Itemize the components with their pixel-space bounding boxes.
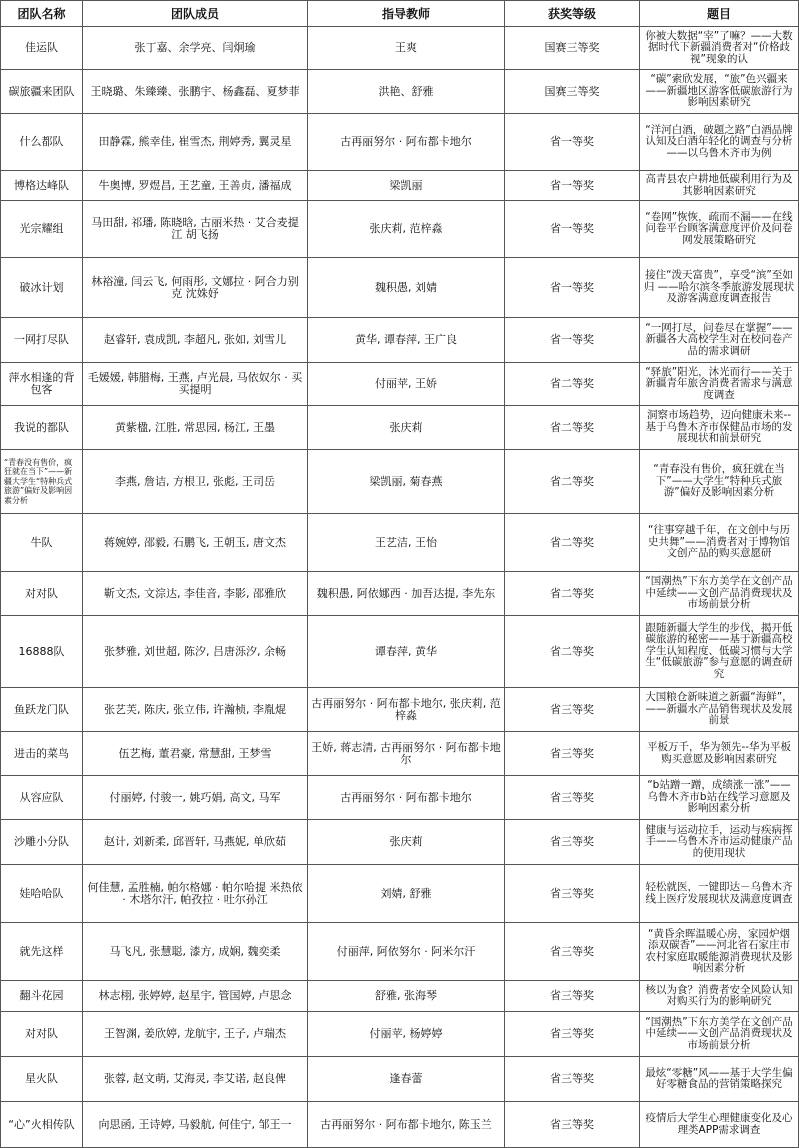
- table-row: [1, 27, 799, 70]
- team-cell: 娃哈哈队: [1, 865, 83, 923]
- members-cell: 蒋婉婷, 邵毅, 石鹏飞, 王朝玉, 唐文杰: [83, 514, 308, 572]
- table-row: [1, 820, 799, 865]
- team-cell: 什么都队: [1, 114, 83, 171]
- team-cell: 翻斗花园: [1, 981, 83, 1012]
- award-cell: 国赛三等奖: [505, 70, 640, 114]
- team-cell: 一网打尽队: [1, 318, 83, 363]
- award-cell: 省一等奖: [505, 318, 640, 363]
- teacher-cell: 古再丽努尔 · 阿布都卡地尔: [308, 114, 505, 171]
- teacher-cell: 王爽: [308, 27, 505, 70]
- header-members: 团队成员: [83, 1, 308, 27]
- table-row: [1, 572, 799, 616]
- table-row: [1, 1102, 799, 1148]
- members-cell: 向思函, 王诗婷, 马毅航, 何佳宁, 邹王一: [83, 1102, 308, 1148]
- team-cell: 我说的都队: [1, 406, 83, 450]
- team-cell: 星火队: [1, 1057, 83, 1102]
- award-cell: 省三等奖: [505, 688, 640, 732]
- members-cell: 赵计, 刘新柔, 邱晋轩, 马燕妮, 单欣茹: [83, 820, 308, 865]
- team-cell: 佳运队: [1, 27, 83, 70]
- table-row: [1, 981, 799, 1012]
- team-cell: 进击的菜鸟: [1, 732, 83, 776]
- award-cell: 省三等奖: [505, 1057, 640, 1102]
- team-cell: 对对队: [1, 572, 83, 616]
- topic-cell: 疫情后大学生心理健康变化及心理类APP需求调查: [640, 1102, 799, 1148]
- award-cell: 省一等奖: [505, 201, 640, 258]
- table-row: [1, 923, 799, 981]
- table-row: [1, 688, 799, 732]
- topic-cell: “卷网”恢恢，疏而不漏——在线问卷平台顾客满意度评价及问卷网发展策略研究: [640, 201, 799, 258]
- table-row: [1, 450, 799, 514]
- teacher-cell: 梁凯丽, 菊春燕: [308, 450, 505, 514]
- members-cell: 林裕潼, 闫云飞, 何雨彤, 文娜拉 · 阿合力别克 沈姝妤: [83, 258, 308, 318]
- topic-cell: 最炫“零糖”风——基于大学生偏好零糖食品的营销策略探究: [640, 1057, 799, 1102]
- table-row: [1, 70, 799, 114]
- members-cell: 王晓璐、朱臻臻、张鹏宇、杨鑫磊、夏梦菲: [83, 70, 308, 114]
- teacher-cell: 付丽苹, 王娇: [308, 363, 505, 406]
- table-row: [1, 318, 799, 363]
- topic-cell: 核以为食？消费者安全风险认知对购买行为的影响研究: [640, 981, 799, 1012]
- award-cell: 省二等奖: [505, 450, 640, 514]
- award-cell: 省二等奖: [505, 616, 640, 688]
- header-award: 获奖等级: [505, 1, 640, 27]
- teacher-cell: 洪艳、舒雅: [308, 70, 505, 114]
- team-cell: 博格达峰队: [1, 171, 83, 201]
- team-cell: 碳旅疆来团队: [1, 70, 83, 114]
- table-row: [1, 1057, 799, 1102]
- team-cell: 牛队: [1, 514, 83, 572]
- teacher-cell: 刘婧, 舒雅: [308, 865, 505, 923]
- table-row: [1, 616, 799, 688]
- members-cell: 田静霖, 熊幸佳, 崔雪杰, 荆婷秀, 翼灵星: [83, 114, 308, 171]
- members-cell: 牛奥博, 罗煜昌, 王艺童, 王善贞, 潘福成: [83, 171, 308, 201]
- teacher-cell: 梁凯丽: [308, 171, 505, 201]
- topic-cell: “驿旅”阳光，沐光而行——关于新疆青年旅舍消费者需求与满意度调查: [640, 363, 799, 406]
- topic-cell: 跟随新疆大学生的步伐，揭开低碳旅游的秘密——基于新疆高校学生认知程度、低碳习惯与大学生“低碳旅游”参与意愿的调查研究: [640, 616, 799, 688]
- members-cell: 伍艺梅, 董君豪, 常慧甜, 王梦雪: [83, 732, 308, 776]
- table-row: [1, 258, 799, 318]
- team-cell: 光宗耀组: [1, 201, 83, 258]
- members-cell: 黄紫楹, 江胜, 常思园, 杨江, 王墨: [83, 406, 308, 450]
- team-cell: 就先这样: [1, 923, 83, 981]
- teacher-cell: 古再丽努尔 · 阿布都卡地尔: [308, 776, 505, 820]
- table-row: [1, 114, 799, 171]
- topic-cell: “往事穿越千年，在文创中与历史共舞”——消费者对于博物馆文创产品的购买意愿研: [640, 514, 799, 572]
- members-cell: 林志栩, 张婷婷, 赵星宇, 管国婷, 卢思念: [83, 981, 308, 1012]
- teacher-cell: 王娇, 蒋志清, 古再丽努尔 · 阿布都卡地尔: [308, 732, 505, 776]
- members-cell: 张丁嘉、余学亮、闫炯瑜: [83, 27, 308, 70]
- award-cell: 省一等奖: [505, 171, 640, 201]
- topic-cell: 大国粮仓新味道之新疆“海鲜”，——新疆水产品销售现状及发展前景: [640, 688, 799, 732]
- award-cell: 省三等奖: [505, 923, 640, 981]
- topic-cell: “国潮热”下东方美学在文创产品中延续——文创产品消费现状及市场前景分析: [640, 1012, 799, 1057]
- table-row: [1, 201, 799, 258]
- teacher-cell: 逢春蕾: [308, 1057, 505, 1102]
- topic-cell: 平板万千，华为领先--华为平板购买意愿及影响因素研究: [640, 732, 799, 776]
- award-cell: 省三等奖: [505, 1102, 640, 1148]
- topic-cell: 高青县农户耕地低碳利用行为及其影响因素研究: [640, 171, 799, 201]
- topic-cell: “洋河白酒，破题之路”白酒品牌认知及白酒年轻化的调查与分析——以乌鲁木齐市为例: [640, 114, 799, 171]
- award-cell: 国赛三等奖: [505, 27, 640, 70]
- header-row: [1, 1, 799, 27]
- topic-cell: “黄昏余晖温暖心房，家园炉烟添双碳香”——河北省石家庄市农村家庭取暖能源消费现状及影响因素分析: [640, 923, 799, 981]
- award-cell: 省二等奖: [505, 514, 640, 572]
- topic-cell: “一网打尽，问卷尽在掌握”——新疆各大高校学生对在校问卷产品的需求调研: [640, 318, 799, 363]
- header-teacher: 指导教师: [308, 1, 505, 27]
- award-cell: 省三等奖: [505, 732, 640, 776]
- teacher-cell: 王艺洁, 王怡: [308, 514, 505, 572]
- members-cell: 张蓉, 赵文萌, 艾海灵, 李艾诺, 赵良俾: [83, 1057, 308, 1102]
- teacher-cell: 黄华, 谭春萍, 王广良: [308, 318, 505, 363]
- award-cell: 省三等奖: [505, 820, 640, 865]
- teacher-cell: 古再丽努尔 · 阿布都卡地尔, 张庆莉, 范梓淼: [308, 688, 505, 732]
- topic-cell: 健康与运动拉手，运动与疾病挥手——乌鲁木齐市运动健康产品的使用现状: [640, 820, 799, 865]
- award-cell: 省三等奖: [505, 1012, 640, 1057]
- table-row: [1, 1012, 799, 1057]
- award-cell: 省三等奖: [505, 776, 640, 820]
- members-cell: 何佳慧, 孟胜楠, 帕尔格娜 · 帕尔哈提 米热依 · 木塔尔汗, 帕孜拉 · 吐尔孙江: [83, 865, 308, 923]
- team-cell: 对对队: [1, 1012, 83, 1057]
- topic-cell: 轻松就医，一键即达－乌鲁木齐线上医疗发展现状及满意度调查: [640, 865, 799, 923]
- members-cell: 付丽婷, 付骏一, 姚巧娟, 高文, 马军: [83, 776, 308, 820]
- teacher-cell: 魏积愚, 阿依娜西 · 加吾达提, 李先东: [308, 572, 505, 616]
- teacher-cell: 张庆莉: [308, 820, 505, 865]
- members-cell: 毛媛媛, 韩腊梅, 王燕, 卢光晨, 马依奴尔 · 买买提明: [83, 363, 308, 406]
- topic-cell: “青春没有售价，疯狂就在当下”——大学生“特种兵式旅游”偏好及影响因素分析: [640, 450, 799, 514]
- award-cell: 省二等奖: [505, 406, 640, 450]
- topic-cell: “国潮热”下东方美学在文创产品中延续——文创产品消费现状及市场前景分析: [640, 572, 799, 616]
- award-cell: 省一等奖: [505, 258, 640, 318]
- members-cell: 靳文杰, 文淙达, 李佳音, 李影, 邵雅欣: [83, 572, 308, 616]
- teacher-cell: 魏积愚, 刘婧: [308, 258, 505, 318]
- members-cell: 张梦雅, 刘世超, 陈汐, 吕唐泺汐, 余畅: [83, 616, 308, 688]
- topic-cell: 你被大数据“宰”了嘛？——大数据时代下新疆消费者对“价格歧视”现象的认: [640, 27, 799, 70]
- teacher-cell: 付丽萍, 阿依努尔 · 阿米尔汗: [308, 923, 505, 981]
- teacher-cell: 谭春萍, 黄华: [308, 616, 505, 688]
- award-cell: 省一等奖: [505, 114, 640, 171]
- award-cell: 省二等奖: [505, 572, 640, 616]
- table-row: [1, 171, 799, 201]
- teacher-cell: 舒雅, 张海琴: [308, 981, 505, 1012]
- header-team: 团队名称: [1, 1, 83, 27]
- table-row: [1, 514, 799, 572]
- team-cell: 16888队: [1, 616, 83, 688]
- team-cell: 从容应队: [1, 776, 83, 820]
- members-cell: 王智渊, 姜欣婷, 龙航宇, 王子, 卢瑞杰: [83, 1012, 308, 1057]
- team-cell: 鱼跃龙门队: [1, 688, 83, 732]
- topic-cell: “碳”索欣发展，“旅”色兴疆来——新疆地区游客低碳旅游行为影响因素研究: [640, 70, 799, 114]
- members-cell: 马田甜, 祁璠, 陈晓晗, 古丽米热 · 艾合麦提江 胡飞扬: [83, 201, 308, 258]
- team-cell: 沙雕小分队: [1, 820, 83, 865]
- teacher-cell: 张庆莉, 范梓淼: [308, 201, 505, 258]
- members-cell: 赵睿轩, 袁成凯, 李超凡, 张如, 刘雪儿: [83, 318, 308, 363]
- table-row: [1, 732, 799, 776]
- members-cell: 马飞凡, 张慧聪, 漆方, 成娴, 魏奕柔: [83, 923, 308, 981]
- members-cell: 李燕, 詹诘, 方根卫, 张彪, 王司岳: [83, 450, 308, 514]
- team-cell: 破冰计划: [1, 258, 83, 318]
- team-cell: 萍水相逢的背包客: [1, 363, 83, 406]
- table-row: [1, 406, 799, 450]
- topic-cell: “b站蹭一蹭，成绩涨一涨”——乌鲁木齐市b站在线学习意愿及影响因素分析: [640, 776, 799, 820]
- topic-cell: 接住“泼天富贵”，享受“滨”至如归 ——哈尔滨冬季旅游发展现状及游客满意度调查报告: [640, 258, 799, 318]
- team-cell: “心”火相传队: [1, 1102, 83, 1148]
- teacher-cell: 古再丽努尔 · 阿布都卡地尔, 陈玉兰: [308, 1102, 505, 1148]
- award-cell: 省二等奖: [505, 363, 640, 406]
- table-row: [1, 363, 799, 406]
- award-cell: 省三等奖: [505, 981, 640, 1012]
- members-cell: 张艺芙, 陈庆, 张立伟, 许瀚桢, 李胤焜: [83, 688, 308, 732]
- award-cell: 省三等奖: [505, 865, 640, 923]
- table-row: [1, 776, 799, 820]
- team-cell: “青春没有售价，疯狂就在当下”——新疆大学生“特种兵式旅游”偏好及影响因素分析: [1, 450, 83, 514]
- header-topic: 题目: [640, 1, 799, 27]
- table-row: [1, 865, 799, 923]
- topic-cell: 洞察市场趋势，迈向健康未来--基于乌鲁木齐市保健品市场的发展现状和前景研究: [640, 406, 799, 450]
- teacher-cell: 付丽苹, 杨婷婷: [308, 1012, 505, 1057]
- teacher-cell: 张庆莉: [308, 406, 505, 450]
